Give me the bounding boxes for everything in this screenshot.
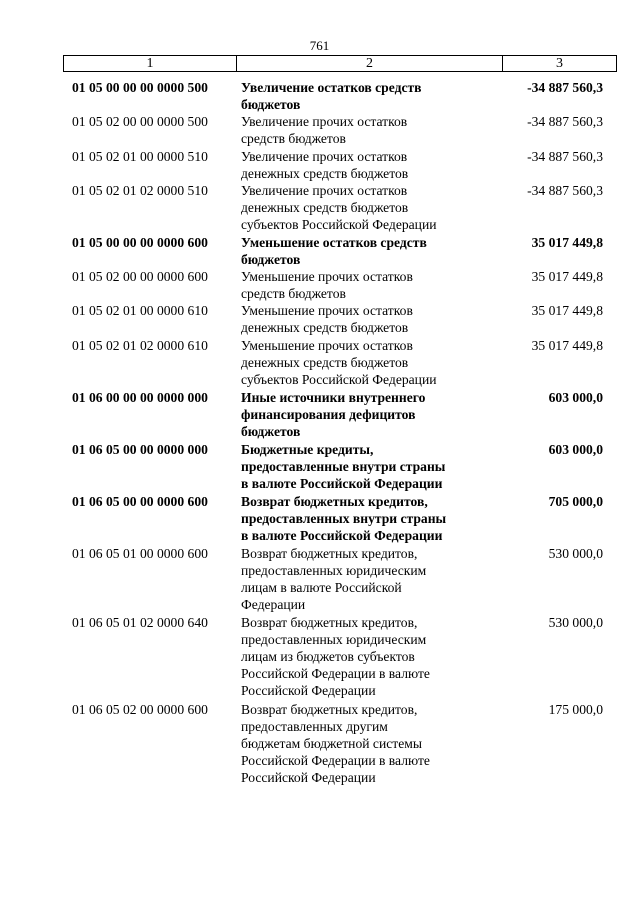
row-name-line: предоставленных юридическим [241, 632, 427, 647]
row-name-line: предоставленных другим [241, 719, 388, 734]
row-name-line: субъектов Российской Федерации [241, 372, 437, 387]
row-name [241, 545, 477, 613]
header-col-1: 1 [64, 56, 237, 71]
header-col-3: 3 [556, 56, 563, 71]
row-name [241, 337, 477, 388]
row-code: 01 05 00 00 00 0000 600 [72, 235, 208, 250]
row-code: 01 06 05 00 00 0000 600 [72, 494, 208, 509]
row-name-line: Увеличение прочих остатков [241, 114, 408, 129]
row-name-line: Российской Федерации [241, 683, 376, 698]
row-code: 01 05 02 00 00 0000 600 [72, 269, 208, 284]
row-name-line: денежных средств бюджетов [241, 200, 409, 215]
row-name-line: Увеличение прочих остатков [241, 149, 408, 164]
row-amount: -34 887 560,3 [527, 183, 603, 198]
row-amount: 603 000,0 [548, 390, 603, 405]
row-name-line: Возврат бюджетных кредитов, [241, 494, 428, 509]
row-amount: 603 000,0 [548, 442, 603, 457]
row-name-line: Российской Федерации [241, 770, 376, 785]
row-code: 01 05 02 00 00 0000 500 [72, 114, 208, 129]
row-code: 01 05 02 01 02 0000 510 [72, 183, 208, 198]
row-name-line: денежных средств бюджетов [241, 166, 409, 181]
row-name-line: в валюте Российской Федерации [241, 476, 443, 491]
row-name-line: Иные источники внутреннего [241, 390, 426, 405]
row-code: 01 05 02 01 00 0000 510 [72, 149, 208, 164]
row-name-line: средств бюджетов [241, 131, 346, 146]
row-name-line: Уменьшение прочих остатков [241, 338, 413, 353]
row-code: 01 05 02 01 00 0000 610 [72, 303, 208, 318]
row-name-line: Возврат бюджетных кредитов, [241, 615, 418, 630]
row-name-line: Уменьшение прочих остатков [241, 303, 413, 318]
row-name-line: денежных средств бюджетов [241, 320, 409, 335]
row-name-line: Увеличение остатков средств [241, 80, 422, 95]
row-amount: 530 000,0 [548, 546, 603, 561]
row-amount: 35 017 449,8 [531, 303, 603, 318]
row-name [241, 113, 477, 147]
row-name-line: лицам в валюте Российской [241, 580, 402, 595]
row-amount: 35 017 449,8 [531, 235, 603, 250]
row-name-line: Уменьшение прочих остатков [241, 269, 413, 284]
row-name-line: Уменьшение остатков средств [241, 235, 427, 250]
page-number: 761 [309, 38, 330, 53]
row-name-line: Российской Федерации в валюте [241, 666, 430, 681]
row-name [241, 268, 477, 302]
row-name [241, 701, 477, 786]
row-amount: 530 000,0 [548, 615, 603, 630]
row-name-line: лицам из бюджетов субъектов [241, 649, 415, 664]
row-name-line: средств бюджетов [241, 286, 346, 301]
row-name-line: денежных средств бюджетов [241, 355, 409, 370]
row-code: 01 06 05 01 02 0000 640 [72, 615, 208, 630]
row-name-line: финансирования дефицитов [241, 407, 416, 422]
row-amount: 35 017 449,8 [531, 269, 603, 284]
row-code: 01 06 05 02 00 0000 600 [72, 702, 208, 717]
row-name-line: Российской Федерации в валюте [241, 753, 430, 768]
row-name-line: Возврат бюджетных кредитов, [241, 702, 418, 717]
row-name [241, 441, 477, 492]
row-code: 01 05 00 00 00 0000 500 [72, 80, 208, 95]
row-name [241, 182, 477, 233]
row-amount: 705 000,0 [548, 494, 603, 509]
row-name [241, 302, 477, 336]
row-name-line: предоставленные внутри страны [241, 459, 446, 474]
row-code: 01 06 00 00 00 0000 000 [72, 390, 208, 405]
row-name [241, 493, 477, 544]
row-name [241, 148, 477, 182]
row-name [241, 614, 477, 699]
row-code: 01 06 05 01 00 0000 600 [72, 546, 208, 561]
row-name-line: Бюджетные кредиты, [241, 442, 374, 457]
row-code: 01 05 02 01 02 0000 610 [72, 338, 208, 353]
row-name [241, 234, 477, 268]
row-name [241, 79, 477, 113]
row-name-line: субъектов Российской Федерации [241, 217, 437, 232]
row-name-line: бюджетов [241, 252, 301, 267]
row-name-line: в валюте Российской Федерации [241, 528, 443, 543]
row-amount: -34 887 560,3 [527, 149, 603, 164]
row-name-line: Возврат бюджетных кредитов, [241, 546, 418, 561]
row-code: 01 06 05 00 00 0000 000 [72, 442, 208, 457]
row-name [241, 389, 477, 440]
row-name-line: бюджетов [241, 97, 301, 112]
row-name-line: предоставленных юридическим [241, 563, 427, 578]
row-amount: -34 887 560,3 [527, 80, 603, 95]
row-name-line: Федерации [241, 597, 306, 612]
row-name-line: Увеличение прочих остатков [241, 183, 408, 198]
header-col-2: 2 [237, 56, 503, 71]
row-amount: 175 000,0 [548, 702, 603, 717]
row-amount: -34 887 560,3 [527, 114, 603, 129]
row-amount: 35 017 449,8 [531, 338, 603, 353]
table-header [63, 55, 617, 72]
row-name-line: бюджетов [241, 424, 301, 439]
row-name-line: предоставленных внутри страны [241, 511, 447, 526]
row-name-line: бюджетам бюджетной системы [241, 736, 422, 751]
